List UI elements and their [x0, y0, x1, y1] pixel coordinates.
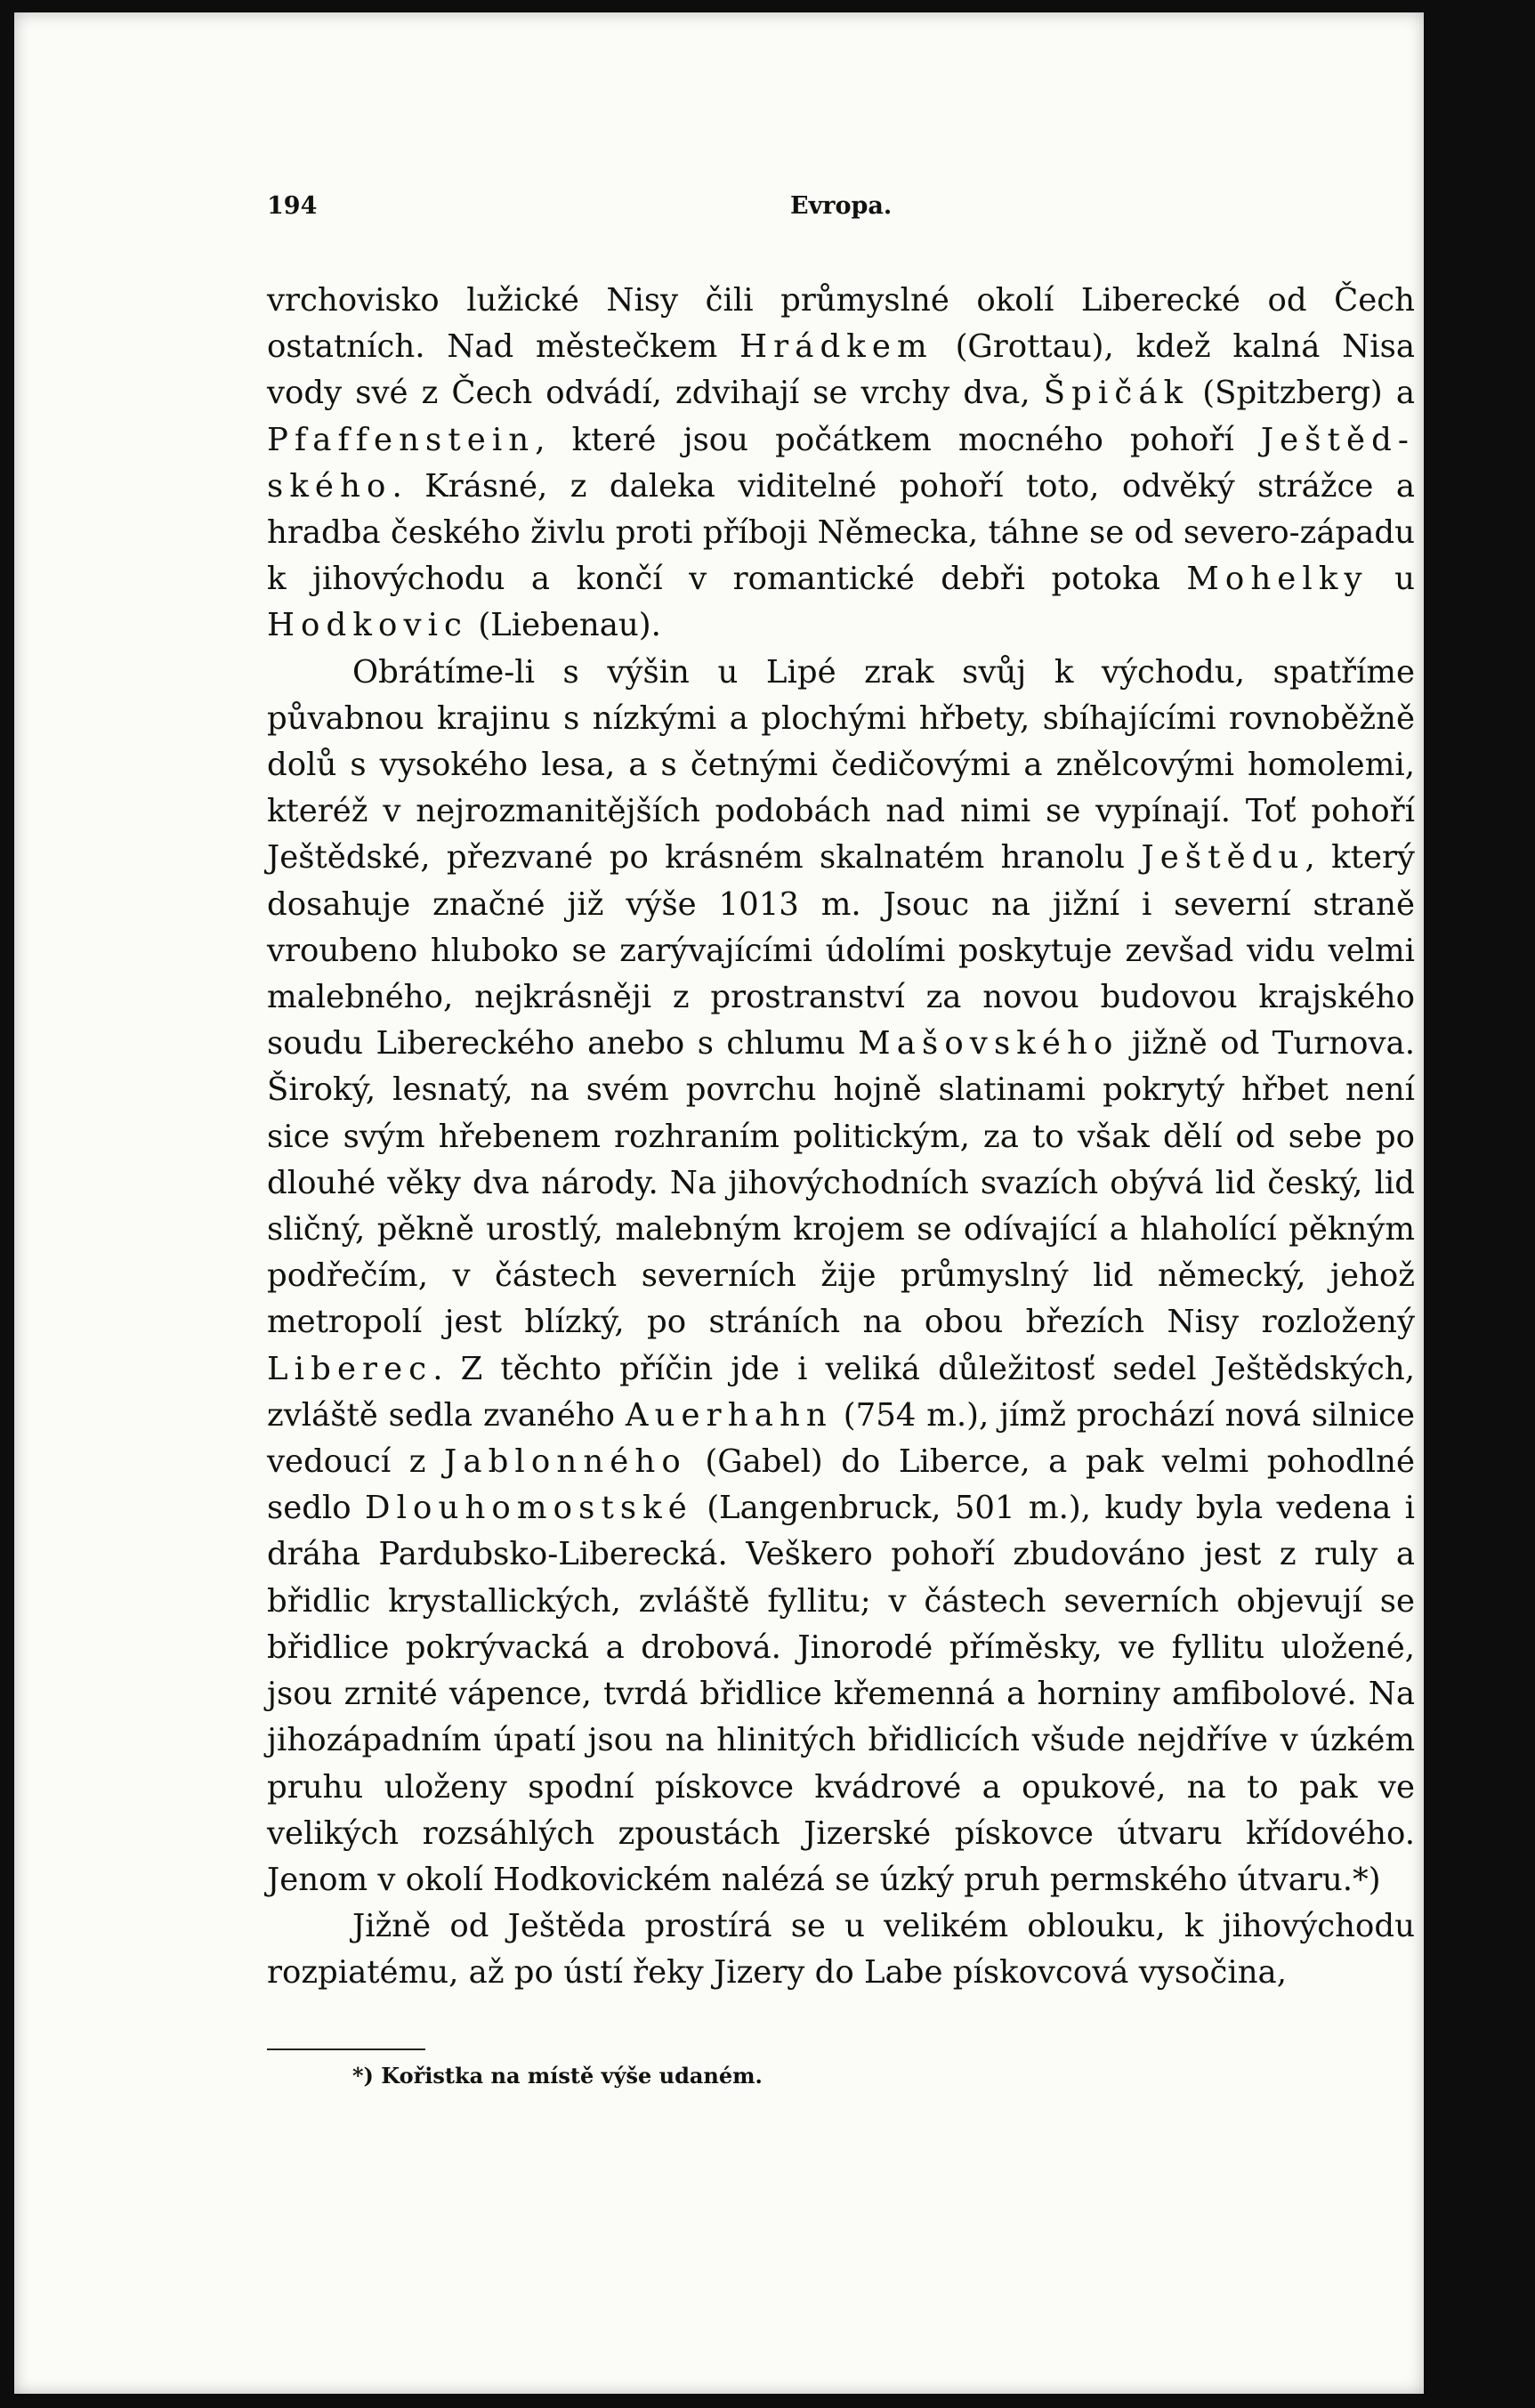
- text-run: . Z těchto příčin jde i veliká důležitosť sedel Ještědských, zvláště sedla zvaného: [267, 1350, 1415, 1434]
- body-text: [267, 278, 1415, 1997]
- text-run: (Grottau), kdež kalná Nisa vody své z Čech odvádí, zdvihají se vrchy dva,: [267, 328, 1415, 412]
- text-run: jižně od Turnova. Široký, lesnatý, na svém povrchu hojně slatinami pokrytý hřbet není sice svým hřebenem rozhraním politickým, za to však dělí od sebe po dlouhé věky dva národy. Na jihovýchodních svazích obývá lid český, lid sličný, pěkně urostlý, malebným krojem se odívající a hlaholící pěkným podřečím, v částech severních žije průmyslný lid německý, jehož metropolí jest blízký, po stráních na obou březích Nisy rozložený: [267, 1025, 1415, 1341]
- spaced-term: Hodkovic: [267, 607, 469, 644]
- spaced-term: Mašovského: [858, 1025, 1119, 1063]
- spaced-term: Dlouhomostské: [365, 1490, 693, 1527]
- text-run: (Liebenau).: [468, 607, 661, 644]
- spaced-term: Pfaffenstein: [267, 421, 536, 458]
- running-title: Evropa.: [790, 192, 893, 220]
- text-run: , který dosahuje značné již výše 1013 m. Jsouc na jižní i severní straně vroubeno hluboko se zarývajícími údolími poskytuje zevšad vidu velmi malebného, nejkrásněji z prostranství za novou budovou krajského soudu Libereckého anebo s chlumu: [267, 839, 1415, 1063]
- page-number: 194: [267, 192, 318, 220]
- spaced-term: Ještěd-ského: [267, 421, 1415, 505]
- spaced-term: Liberec: [267, 1350, 433, 1387]
- spaced-term: Mohelky: [1186, 561, 1369, 598]
- text-run: (Gabel) do Liberce, a pak velmi pohodlné sedlo: [267, 1443, 1415, 1527]
- running-head: [267, 187, 1415, 231]
- text-run: u: [1368, 561, 1415, 598]
- paragraph-1: [267, 278, 1415, 650]
- text-run: Jižně od Ještěda prostírá se u velikém oblouku, k jihovýchodu rozpiatému, až po ústí řeky Jizery do Labe pískovcová vysočina,: [267, 1908, 1415, 1992]
- book-page: [14, 12, 1424, 2394]
- paragraph-2: [267, 650, 1415, 1903]
- text-run: . Krásné, z daleka viditelné pohoří toto, odvěký strážce a hradba českého živlu proti příboji Německa, táhne se od severo-západu k jihovýchodu a končí v romantické debři potoka: [267, 467, 1415, 598]
- spaced-term: Hrádkem: [739, 328, 933, 366]
- footnote: *) Kořistka na místě výše udaném.: [352, 2063, 763, 2089]
- text-run: Obrátíme-li s výšin u Lipé zrak svůj k východu, spatříme půvabnou krajinu s nízkými a plochými hřbety, sbíhajícími rovnoběžně dolů s vysokého lesa, a s četnými čedičovými a znělcovými homolemi, kteréž v nejrozmanitějších podobách nad nimi se vypínají. Toť pohoří Ještědské, přezvané po krásném skalnatém hranolu: [267, 653, 1415, 877]
- paragraph-3: [267, 1903, 1415, 1996]
- text-run: (Langenbruck, 501 m.), kudy byla vedena i dráha Pardubsko-Liberecká. Veškero pohoří zbudováno jest z ruly a břidlic krystallických, zvláště fyllitu; v částech severních objevují se břidlice pokrývacká a drobová. Jinorodé příměsky, ve fyllitu uložené, jsou zrnité vápence, tvrdá břidlice křemenná a horniny amfibolové. Na jihozápadním úpatí jsou na hlinitých břidlicích všude nejdříve v úzkém pruhu uloženy spodní pískovce kvádrové a opukové, na to pak ve velikých rozsáhlých zpoustách Jizerské pískovce útvaru křídového. Jenom v okolí Hodkovickém nalézá se úzký pruh permského útvaru.*): [267, 1490, 1415, 1898]
- spaced-term: Špičák: [1043, 375, 1190, 412]
- text-run: (Spitzberg) a: [1189, 375, 1415, 412]
- spaced-term: Jablonného: [444, 1443, 687, 1481]
- text-run: , které jsou počátkem mocného pohoří: [535, 421, 1261, 458]
- text-run: (754 m.), jímž prochází nová silnice vedoucí z: [267, 1396, 1415, 1481]
- spaced-term: Auerhahn: [625, 1396, 833, 1434]
- spaced-term: Ještědu: [1141, 839, 1305, 877]
- footnote-rule: [267, 2048, 425, 2050]
- text-run: vrchovisko lužické Nisy čili průmyslné okolí Liberecké od Čech ostatních. Nad městečkem: [267, 282, 1415, 366]
